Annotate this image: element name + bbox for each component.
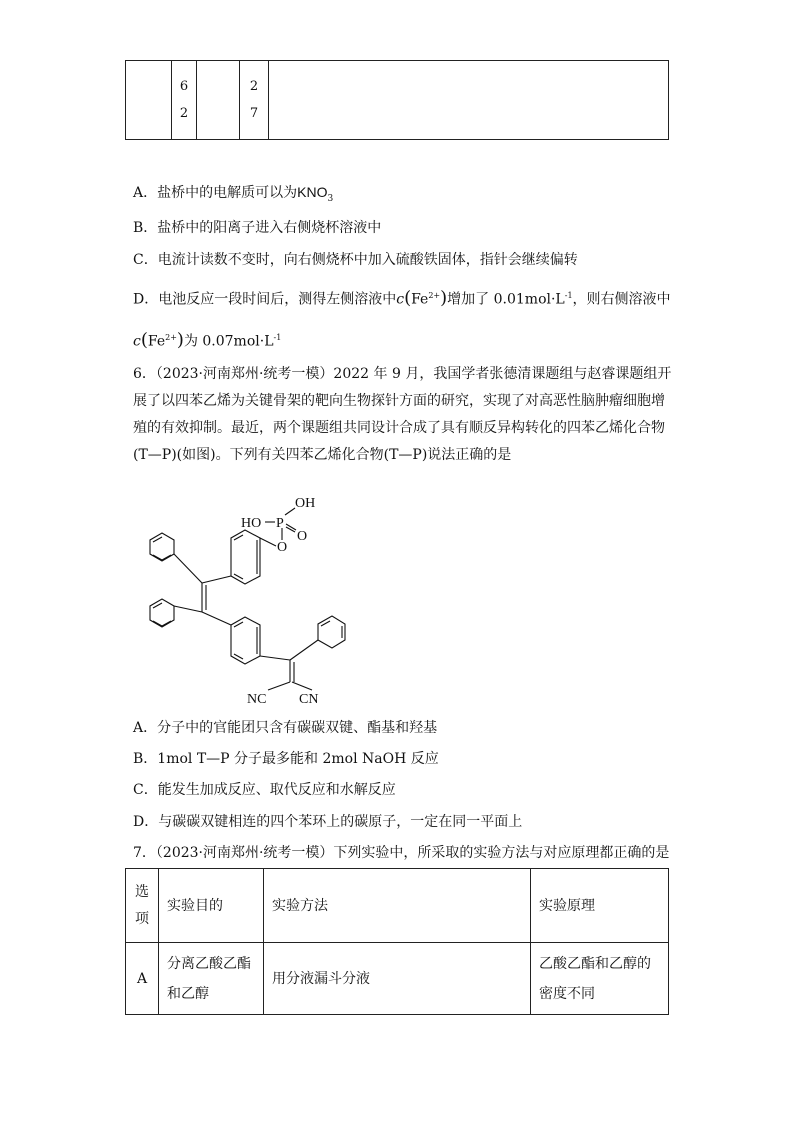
chem-formula: KNO: [297, 184, 328, 200]
paren-close: ): [176, 329, 184, 351]
q6-option-c: C．能发生加成反应、取代反应和水解反应: [133, 782, 396, 798]
q6-stem: 6．（2023·河南郑州·统考一模）2022 年 9 月，我国学者张德清课题组与赵睿课题组开展了以四苯乙烯为关键骨架的靶向生物探针方面的研究，实现了对高恶性脑肿瘤细胞增殖的有效抑制。最近，两个课题组共同设计合成了具有顺反异构转化的四苯乙烯化合物(T—P)(如图)。下列有关四苯乙烯化合物(T—P)说法正确的是: [133, 366, 672, 463]
q5-option-b: B．盐桥中的阳离子进入右侧烧杯溶液中: [133, 220, 382, 236]
top-table-digit: 6: [179, 79, 189, 94]
table-header-row: [126, 869, 669, 943]
chem-subscript: 3: [327, 193, 334, 204]
q5-option-d-text: ，则右侧溶液中: [572, 291, 671, 308]
row-method-text: 用分液漏斗分液: [272, 970, 370, 987]
row-principle-text: 乙酸乙酯和乙醇的密度不同: [539, 955, 651, 1002]
top-table-digit: 2: [249, 79, 259, 94]
header-goal-text: 实验目的: [167, 897, 223, 914]
concentration-symbol: c: [133, 333, 141, 350]
header-principle-text: 实验原理: [539, 897, 595, 914]
q5-option-d: [133, 286, 671, 310]
q7-table: [125, 868, 669, 1015]
top-table-cell-3: [197, 61, 240, 140]
header-option-text: 选项: [135, 883, 149, 927]
header-cell-principle: [531, 869, 669, 943]
header-cell-option: [126, 869, 159, 943]
table-row: [126, 943, 669, 1015]
label-p: P: [276, 516, 284, 531]
q5-option-d-text: D．电池反应一段时间后，测得左侧溶液中: [133, 291, 397, 308]
ion-charge: 2+: [165, 333, 177, 342]
q5-option-a: [133, 182, 333, 209]
paren-open: (: [140, 329, 148, 351]
ion-symbol: Fe: [411, 291, 429, 308]
paren-close: ): [440, 287, 448, 309]
header-cell-method: [264, 869, 531, 943]
label-oh: OH: [295, 496, 316, 511]
label-o-link: O: [277, 540, 288, 555]
q7-stem: 7．（2023·河南郑州·统考一模）下列实验中，所采取的实验方法与对应原理都正确的是: [133, 845, 670, 861]
row-cell-goal: [159, 943, 264, 1015]
header-cell-goal: [159, 869, 264, 943]
q5-option-a-text: A．盐桥中的电解质可以为: [133, 185, 298, 201]
header-method-text: 实验方法: [272, 897, 328, 914]
row-cell-principle: [531, 943, 669, 1015]
q5-option-c: C．电流计读数不变时，向右侧烧杯中加入硫酸铁固体，指针会继续偏转: [133, 252, 578, 268]
top-table-cell-5: [269, 61, 669, 140]
q6-option-d: D．与碳碳双键相连的四个苯环上的碳原子，一定在同一平面上: [133, 814, 523, 830]
unit-exponent: -1: [564, 291, 573, 300]
label-cn: CN: [299, 692, 319, 707]
top-table-digit: 7: [249, 106, 259, 121]
top-table-digit: 2: [179, 106, 189, 121]
top-table-fragment: [125, 60, 669, 140]
paren-open: (: [404, 287, 412, 309]
label-nc: NC: [247, 692, 267, 707]
tp-structure-diagram: [130, 490, 360, 708]
q6-option-b: B．1mol T—P 分子最多能和 2mol NaOH 反应: [133, 751, 439, 767]
row-cell-method: [264, 943, 531, 1015]
q5-option-d-text: 为 0.07mol·L: [183, 333, 274, 350]
top-table-cell-2: [172, 61, 197, 140]
concentration-symbol: c: [396, 291, 405, 308]
q6-option-a: A．分子中的官能团只含有碳碳双键、酯基和羟基: [133, 720, 438, 736]
top-table-cell-4: [240, 61, 269, 140]
row-option-text: A: [136, 970, 148, 987]
ion-symbol: Fe: [147, 333, 166, 350]
q5-option-d-cont: [133, 328, 281, 352]
row-goal-text: 分离乙酸乙酯和乙醇: [167, 955, 251, 1002]
q5-option-d-text: 增加了 0.01mol·L: [447, 291, 565, 308]
row-cell-option: [126, 943, 159, 1015]
label-ho: HO: [241, 516, 262, 531]
ion-charge: 2+: [428, 291, 441, 300]
label-o-double: O: [297, 529, 308, 544]
top-table-cell-1: [126, 61, 172, 140]
unit-exponent: -1: [273, 333, 282, 342]
